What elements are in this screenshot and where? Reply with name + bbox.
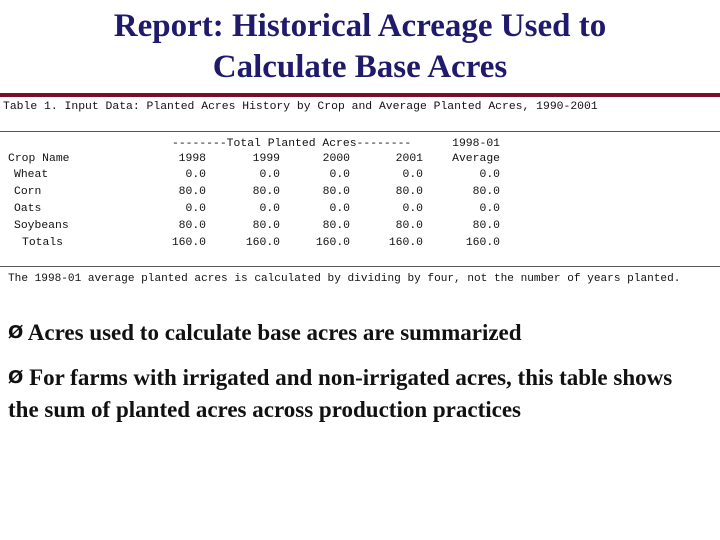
column-header-year: 1998 bbox=[178, 153, 206, 165]
report-heading: Table 1. Input Data: Planted Acres History by Crop and Average Planted Acres, 1990-2001 bbox=[3, 101, 598, 113]
value-cell: 160.0 bbox=[171, 237, 206, 249]
column-header-crop: Crop Name bbox=[8, 153, 70, 165]
column-header-average: Average bbox=[452, 153, 500, 165]
column-header-year: 2000 bbox=[322, 153, 350, 165]
value-cell: 0.0 bbox=[479, 203, 500, 215]
value-cell: 80.0 bbox=[322, 186, 350, 198]
bullet-item bbox=[8, 318, 708, 350]
value-cell: 0.0 bbox=[402, 203, 423, 215]
value-cell: 0.0 bbox=[259, 203, 280, 215]
value-cell: 0.0 bbox=[259, 169, 280, 181]
value-cell: 80.0 bbox=[472, 220, 500, 232]
title-line-1: Report: Historical Acreage Used to bbox=[113, 8, 607, 44]
column-header-year: 1999 bbox=[252, 153, 280, 165]
value-cell: 80.0 bbox=[322, 220, 350, 232]
value-cell: 160.0 bbox=[315, 237, 350, 249]
crop-name-cell: Corn bbox=[14, 186, 42, 198]
value-cell: 160.0 bbox=[465, 237, 500, 249]
value-cell: 80.0 bbox=[252, 220, 280, 232]
group-header-average: 1998-01 bbox=[452, 138, 500, 150]
crop-name-cell: Oats bbox=[14, 203, 42, 215]
report-rule-top bbox=[0, 131, 720, 132]
value-cell: 0.0 bbox=[329, 203, 350, 215]
value-cell: 80.0 bbox=[178, 220, 206, 232]
report-rule-bottom bbox=[0, 266, 720, 267]
crop-name-cell: Soybeans bbox=[14, 220, 69, 232]
value-cell: 80.0 bbox=[252, 186, 280, 198]
bullet-item bbox=[8, 363, 708, 425]
value-cell: 80.0 bbox=[395, 186, 423, 198]
value-cell: 0.0 bbox=[402, 169, 423, 181]
title-line-2: Calculate Base Acres bbox=[212, 49, 508, 85]
crop-name-cell: Totals bbox=[22, 237, 64, 249]
arrow-bullet-icon: Ø bbox=[8, 367, 24, 388]
value-cell: 80.0 bbox=[472, 186, 500, 198]
crop-name-cell: Wheat bbox=[14, 169, 49, 181]
page-title bbox=[0, 6, 720, 88]
group-header-total: --------Total Planted Acres-------- bbox=[172, 138, 412, 150]
value-cell: 80.0 bbox=[178, 186, 206, 198]
value-cell: 0.0 bbox=[185, 169, 206, 181]
arrow-bullet-icon: Ø bbox=[8, 322, 24, 343]
value-cell: 0.0 bbox=[329, 169, 350, 181]
value-cell: 0.0 bbox=[185, 203, 206, 215]
value-cell: 160.0 bbox=[388, 237, 423, 249]
value-cell: 160.0 bbox=[245, 237, 280, 249]
column-header-year: 2001 bbox=[395, 153, 423, 165]
report-footnote: The 1998-01 average planted acres is calculated by dividing by four, not the number of years planted. bbox=[8, 273, 681, 285]
bullet-text: For farms with irrigated and non-irrigated acres, this table shows the sum of planted acres across production practices bbox=[8, 365, 673, 422]
value-cell: 0.0 bbox=[479, 169, 500, 181]
value-cell: 80.0 bbox=[395, 220, 423, 232]
report-table bbox=[0, 97, 720, 293]
bullet-list bbox=[8, 318, 708, 438]
bullet-text: Acres used to calculate base acres are summarized bbox=[27, 320, 522, 345]
